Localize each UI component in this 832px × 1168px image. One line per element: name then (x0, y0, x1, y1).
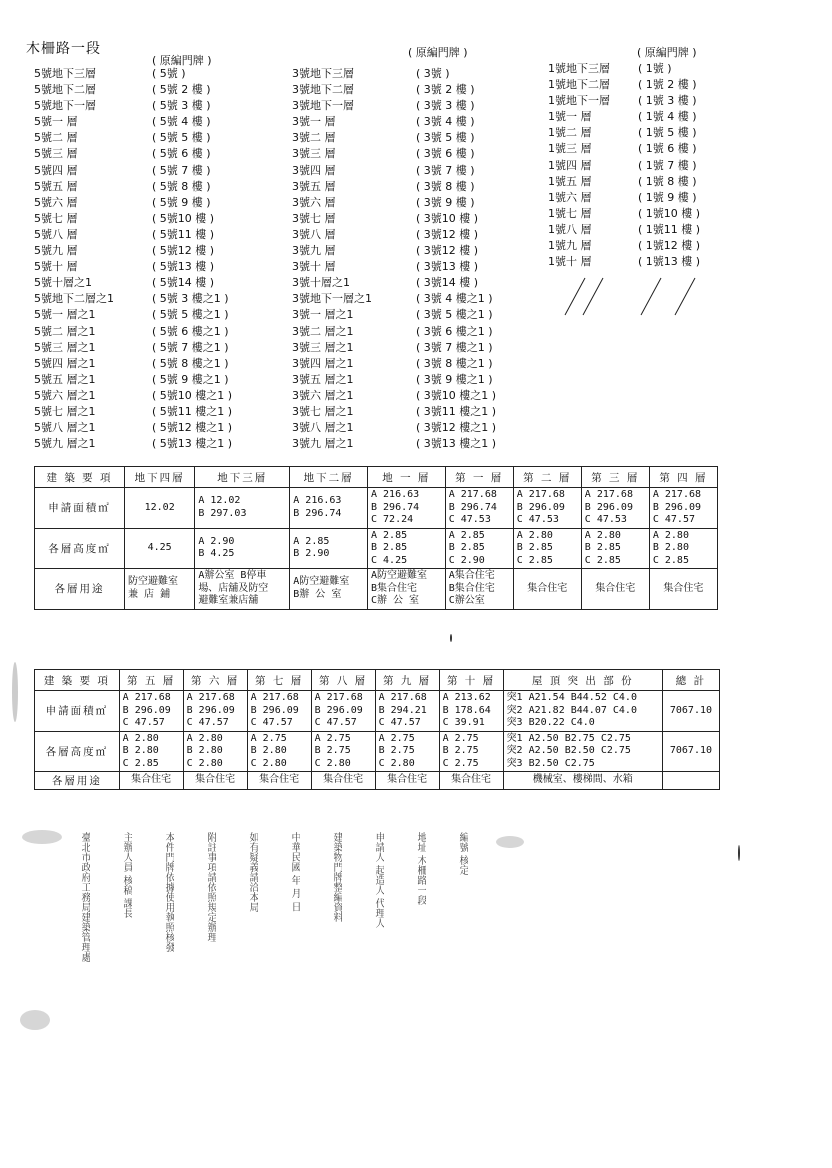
table-cell: 7067.10 (669, 704, 713, 716)
address-row (292, 356, 550, 372)
table-row (35, 731, 720, 772)
table-cell: A 2.85 B 2.85 C 2.90 (448, 529, 485, 566)
new-address: 3號十層之1 (292, 276, 350, 290)
table-header-cell: 地 一 層 (367, 467, 445, 488)
new-address: 3號地下一層之1 (292, 292, 372, 306)
address-row (292, 130, 550, 146)
new-address: 5號九 層 (34, 244, 78, 258)
table-cell: 12.02 (144, 501, 175, 513)
table-cell: A 217.68 B 296.09 C 47.53 (516, 489, 565, 525)
table-cell: A 2.80 B 2.80 C 2.80 (186, 732, 223, 769)
address-row (34, 66, 266, 82)
table-cell: A 217.68 B 296.09 C 47.57 (652, 489, 702, 525)
table-header-row (35, 670, 720, 691)
address-row (292, 420, 550, 436)
address-row (292, 404, 550, 420)
building-table-1 (34, 466, 718, 610)
table-cell: A 217.68 B 294.21 C 47.57 (378, 692, 427, 728)
address-row (34, 275, 266, 291)
table-row (35, 772, 720, 790)
new-address: 1號七 層 (548, 206, 592, 220)
new-address: 3號二 層 (292, 131, 336, 145)
table-header-cell: 地下四層 (125, 467, 195, 488)
original-address: ( 1號13 樓 ) (638, 255, 701, 269)
address-row (34, 436, 266, 452)
row-label: 各層高度㎡ (35, 528, 125, 569)
original-address: ( 5號 6 樓之1 ) (152, 324, 229, 338)
original-address: ( 3號 9 樓 ) (416, 195, 475, 209)
original-address: ( 5號10 樓 ) (152, 211, 215, 225)
address-row (292, 227, 550, 243)
original-number-header-3: ( 原編門牌 ) (637, 46, 697, 59)
stamp-note-line: 中華民國 年 月 日 (289, 832, 300, 912)
new-address: 3號四 層之1 (292, 356, 354, 370)
original-address: ( 5號12 樓 ) (152, 244, 215, 258)
original-number-header-2: ( 原編門牌 ) (408, 46, 468, 59)
address-row (34, 211, 266, 227)
table-header-cell: 建 築 要 項 (35, 670, 120, 691)
new-address: 3號四 層 (292, 163, 336, 177)
new-address: 3號地下一層 (292, 99, 354, 113)
original-address: ( 5號 3 樓之1 ) (152, 292, 229, 306)
table-cell: A辦公室 B停車 場、店舖及防空 避難室兼店舖 (198, 570, 269, 606)
table-header-cell: 第 五 層 (119, 670, 183, 691)
table-cell: 4.25 (147, 542, 172, 553)
table-header-cell: 第 六 層 (183, 670, 247, 691)
address-column-no1 (548, 61, 700, 270)
new-address: 3號九 層 (292, 244, 336, 258)
address-column-no5 (34, 66, 266, 452)
address-row (292, 211, 550, 227)
new-address: 5號二 層之1 (34, 324, 96, 338)
original-address: ( 1號 4 樓 ) (638, 110, 697, 124)
table-cell: A 217.68 B 296.09 C 47.53 (584, 489, 633, 525)
address-row (548, 109, 700, 125)
table-cell: A 2.85 B 2.85 C 4.25 (370, 529, 408, 566)
address-row (292, 436, 550, 452)
new-address: 3號九 層之1 (292, 437, 354, 451)
stamp-note-line: 編號 核定 (457, 832, 468, 876)
original-address: ( 3號 4 樓 ) (416, 115, 475, 129)
address-row (34, 340, 266, 356)
new-address: 1號地下一層 (548, 94, 610, 108)
original-address: ( 3號 7 樓之1 ) (416, 340, 493, 354)
table-header-cell: 第 一 層 (445, 467, 513, 488)
original-address: ( 5號 7 樓 ) (152, 163, 211, 177)
table-cell: 機械室、樓梯間、水箱 (532, 774, 633, 786)
address-row (548, 158, 700, 174)
address-row (34, 356, 266, 372)
table-cell: 防空避難室 兼 店 鋪 (128, 576, 179, 600)
original-address: ( 1號 6 樓 ) (638, 142, 697, 156)
row-label: 各層高度㎡ (35, 731, 120, 772)
address-row (292, 66, 550, 82)
original-address: ( 5號 8 樓 ) (152, 179, 211, 193)
new-address: 3號七 層 (292, 211, 336, 225)
address-row (292, 195, 550, 211)
scan-noise (738, 845, 740, 861)
table-cell: 突1 A21.54 B44.52 C4.0 突2 A21.82 B44.07 C4.0 突3 B20.22 C4.0 (506, 692, 637, 728)
address-row (548, 141, 700, 157)
original-address: ( 1號12 樓 ) (638, 239, 701, 253)
table-cell: A 216.63 B 296.74 C 72.24 (370, 489, 420, 525)
address-row (292, 179, 550, 195)
scan-noise (20, 1010, 50, 1030)
address-row (292, 340, 550, 356)
new-address: 3號一 層之1 (292, 308, 354, 322)
original-address: ( 5號 4 樓 ) (152, 115, 211, 129)
original-address: ( 5號 9 樓 ) (152, 195, 211, 209)
original-address: ( 5號 6 樓 ) (152, 147, 211, 161)
address-row (292, 82, 550, 98)
original-address: ( 3號10 樓 ) (416, 211, 479, 225)
stamp-note-line: 本件門牌依據使用執照核發 (163, 832, 174, 952)
original-address: ( 3號 2 樓 ) (416, 83, 475, 97)
table-header-cell: 第 三 層 (581, 467, 649, 488)
strike-marks (555, 270, 715, 320)
table-row (35, 569, 718, 610)
address-row (34, 82, 266, 98)
new-address: 5號地下二層之1 (34, 292, 114, 306)
stamp-note-line: 主辦人員 核稿 課長 (121, 832, 132, 919)
original-address: ( 5號 5 樓之1 ) (152, 308, 229, 322)
new-address: 5號十 層 (34, 260, 78, 274)
stamp-note-line: 地址 木柵路一段 (415, 832, 426, 906)
new-address: 5號三 層 (34, 147, 78, 161)
address-row (34, 259, 266, 275)
stamp-note-line: 建築物門牌整編資料 (331, 832, 342, 922)
original-address: ( 3號10 樓之1 ) (416, 388, 497, 402)
table-header-cell: 屋 頂 突 出 部 份 (503, 670, 662, 691)
original-address: ( 3號 6 樓之1 ) (416, 324, 493, 338)
address-row (34, 163, 266, 179)
new-address: 5號五 層 (34, 179, 78, 193)
new-address: 5號五 層之1 (34, 372, 96, 386)
address-row (548, 61, 700, 77)
table-cell: A 2.90 B 4.25 (198, 535, 235, 560)
table-cell: A 216.63 B 296.74 (293, 495, 342, 519)
table-header-cell: 第 七 層 (247, 670, 311, 691)
address-row (548, 93, 700, 109)
table-row (35, 691, 720, 732)
new-address: 5號七 層 (34, 211, 78, 225)
original-address: ( 3號 9 樓之1 ) (416, 372, 493, 386)
original-address: ( 3號 5 樓 ) (416, 131, 475, 145)
new-address: 5號七 層之1 (34, 404, 96, 418)
table-cell: 集合住宅 (663, 582, 704, 594)
address-row (292, 98, 550, 114)
new-address: 1號五 層 (548, 174, 592, 188)
original-address: ( 5號11 樓之1 ) (152, 404, 233, 418)
address-row (548, 174, 700, 190)
address-row (34, 227, 266, 243)
row-label: 申請面積㎡ (35, 691, 120, 732)
table-cell: 集合住宅 (131, 774, 172, 786)
table-cell: A 213.62 B 178.64 C 39.91 (442, 692, 491, 728)
new-address: 3號五 層 (292, 179, 336, 193)
address-row (34, 243, 266, 259)
address-row (292, 243, 550, 259)
table-cell: 集合住宅 (259, 774, 300, 786)
original-address: ( 3號 6 樓 ) (416, 147, 475, 161)
address-row (292, 163, 550, 179)
table-row (35, 488, 718, 529)
original-address: ( 3號 8 樓 ) (416, 179, 475, 193)
address-row (548, 206, 700, 222)
table-cell: A 217.68 B 296.09 C 47.57 (186, 692, 235, 728)
original-address: ( 3號 7 樓 ) (416, 163, 475, 177)
original-address: ( 1號10 樓 ) (638, 206, 701, 220)
new-address: 1號九 層 (548, 239, 592, 253)
original-address: ( 5號13 樓之1 ) (152, 437, 233, 451)
table-header-cell: 建 築 要 項 (35, 467, 125, 488)
table-header-cell: 第 九 層 (375, 670, 439, 691)
stamp-note-line: 臺北市政府工務局建築管理處 (79, 832, 90, 962)
original-address: ( 3號 4 樓之1 ) (416, 292, 493, 306)
table-cell: A 2.85 B 2.90 (293, 535, 330, 560)
original-address: ( 3號12 樓之1 ) (416, 421, 497, 435)
new-address: 1號十 層 (548, 255, 592, 269)
table-cell: A 217.68 B 296.09 C 47.57 (250, 692, 299, 728)
new-address: 3號一 層 (292, 115, 336, 129)
address-row (34, 291, 266, 307)
table-header-cell: 第 十 層 (439, 670, 503, 691)
table-cell: A 2.75 B 2.75 C 2.75 (442, 732, 479, 769)
address-row (34, 114, 266, 130)
new-address: 5號六 層 (34, 195, 78, 209)
table-row (35, 528, 718, 569)
new-address: 3號八 層之1 (292, 421, 354, 435)
table-cell: A 217.68 B 296.09 C 47.57 (122, 692, 171, 728)
address-row (548, 190, 700, 206)
new-address: 1號地下三層 (548, 62, 610, 75)
new-address: 5號八 層 (34, 227, 78, 241)
stamp-note-line: 附註事項請依照規定辦理 (205, 832, 216, 942)
address-row (292, 114, 550, 130)
address-row (548, 125, 700, 141)
original-address: ( 5號11 樓 ) (152, 227, 215, 241)
table-cell: A 12.02 B 297.03 (198, 495, 247, 519)
address-row (292, 388, 550, 404)
new-address: 1號六 層 (548, 190, 592, 204)
table-header-cell: 第 二 層 (513, 467, 581, 488)
new-address: 5號一 層 (34, 115, 78, 129)
stamp-note-line: 申請人 起造人 代理人 (373, 832, 384, 929)
address-row (548, 238, 700, 254)
new-address: 5號地下一層 (34, 99, 96, 113)
new-address: 5號一 層之1 (34, 308, 96, 322)
original-address: ( 3號 3 樓 ) (416, 99, 475, 113)
original-address: ( 5號 ) (152, 67, 186, 80)
new-address: 5號二 層 (34, 131, 78, 145)
original-address: ( 5號 9 樓之1 ) (152, 372, 229, 386)
address-row (34, 146, 266, 162)
table-cell: A 217.68 B 296.09 C 47.57 (314, 692, 363, 728)
table-cell: 集合住宅 (451, 774, 492, 786)
table-cell: A 2.75 B 2.75 C 2.80 (378, 732, 415, 769)
address-row (34, 179, 266, 195)
address-row (292, 275, 550, 291)
original-address: ( 3號 8 樓之1 ) (416, 356, 493, 370)
table-cell: A 2.75 B 2.75 C 2.80 (314, 732, 351, 769)
new-address: 1號地下二層 (548, 78, 610, 92)
address-row (34, 388, 266, 404)
table-cell: A 2.80 B 2.85 C 2.85 (516, 529, 553, 566)
address-row (548, 77, 700, 93)
table-cell: A防空避難室 B辦 公 室 (293, 576, 350, 600)
new-address: 3號六 層 (292, 195, 336, 209)
row-label: 申請面積㎡ (35, 488, 125, 529)
original-address: ( 5號14 樓 ) (152, 276, 215, 290)
address-row (292, 146, 550, 162)
address-row (34, 98, 266, 114)
address-row (292, 324, 550, 340)
table-header-cell: 地下三層 (195, 467, 290, 488)
new-address: 1號八 層 (548, 222, 592, 236)
new-address: 3號七 層之1 (292, 404, 354, 418)
table-cell: A 2.80 B 2.85 C 2.85 (584, 529, 621, 566)
scan-noise (450, 634, 452, 642)
row-label: 各層用途 (35, 772, 120, 790)
new-address: 3號三 層之1 (292, 340, 354, 354)
table-cell: 集合住宅 (595, 582, 636, 594)
original-address: ( 5號10 樓之1 ) (152, 388, 233, 402)
address-row (34, 372, 266, 388)
building-table-2 (34, 669, 720, 790)
new-address: 5號四 層 (34, 163, 78, 177)
row-label: 各層用途 (35, 569, 125, 610)
address-row (292, 307, 550, 323)
new-address: 3號地下三層 (292, 67, 354, 80)
address-row (292, 291, 550, 307)
original-address: ( 1號 2 樓 ) (638, 78, 697, 92)
address-row (292, 372, 550, 388)
original-address: ( 1號 8 樓 ) (638, 174, 697, 188)
table-cell: 集合住宅 (195, 774, 236, 786)
table-header-row (35, 467, 718, 488)
original-address: ( 1號 ) (638, 62, 672, 75)
address-row (292, 259, 550, 275)
table-header-cell: 第 四 層 (649, 467, 717, 488)
table-cell: 突1 A2.50 B2.75 C2.75 突2 A2.50 B2.50 C2.75 突3 B2.50 C2.75 (506, 732, 631, 769)
scan-noise (22, 830, 62, 844)
new-address: 1號二 層 (548, 126, 592, 140)
table-cell: 7067.10 (669, 745, 713, 756)
table-cell: A防空避難室 B集合住宅 C辦 公 室 (370, 570, 428, 606)
original-address: ( 5號 7 樓之1 ) (152, 340, 229, 354)
new-address: 5號九 層之1 (34, 437, 96, 451)
stamp-note-line: 如有疑義請洽本局 (247, 832, 258, 912)
table-header-cell: 地下二層 (290, 467, 368, 488)
new-address: 5號地下二層 (34, 83, 96, 97)
original-address: ( 5號12 樓之1 ) (152, 421, 233, 435)
table-cell: 集合住宅 (527, 582, 568, 594)
table-cell: A 2.75 B 2.80 C 2.80 (250, 732, 287, 769)
original-address: ( 1號 9 樓 ) (638, 190, 697, 204)
address-row (34, 420, 266, 436)
new-address: 3號三 層 (292, 147, 336, 161)
original-address: ( 3號12 樓 ) (416, 244, 479, 258)
original-address: ( 1號 7 樓 ) (638, 158, 697, 172)
new-address: 1號四 層 (548, 158, 592, 172)
table-cell: A集合住宅 B集合住宅 C辦公室 (448, 570, 495, 606)
original-address: ( 1號 5 樓 ) (638, 126, 697, 140)
original-number-header-1: ( 原編門牌 ) (152, 54, 212, 67)
original-address: ( 3號 5 樓之1 ) (416, 308, 493, 322)
table-cell: 集合住宅 (387, 774, 428, 786)
original-address: ( 5號 2 樓 ) (152, 83, 211, 97)
scan-noise (496, 836, 524, 848)
address-row (548, 222, 700, 238)
address-column-no3 (292, 66, 550, 452)
address-row (34, 130, 266, 146)
new-address: 3號八 層 (292, 227, 336, 241)
new-address: 3號地下二層 (292, 83, 354, 97)
address-row (34, 307, 266, 323)
new-address: 3號二 層之1 (292, 324, 354, 338)
original-address: ( 5號 5 樓 ) (152, 131, 211, 145)
table-header-cell: 第 八 層 (311, 670, 375, 691)
table-cell: 集合住宅 (323, 774, 364, 786)
new-address: 5號十層之1 (34, 276, 92, 290)
new-address: 1號一 層 (548, 110, 592, 124)
original-address: ( 5號 8 樓之1 ) (152, 356, 229, 370)
table-cell: A 217.68 B 296.74 C 47.53 (448, 489, 497, 525)
new-address: 3號十 層 (292, 260, 336, 274)
original-address: ( 3號13 樓之1 ) (416, 437, 497, 451)
new-address: 5號三 層之1 (34, 340, 96, 354)
original-address: ( 3號11 樓之1 ) (416, 404, 497, 418)
address-row (548, 254, 700, 270)
stamp-notes-area (70, 832, 510, 1054)
new-address: 3號六 層之1 (292, 388, 354, 402)
address-row (34, 404, 266, 420)
new-address: 5號六 層之1 (34, 388, 96, 402)
original-address: ( 5號 3 樓 ) (152, 99, 211, 113)
road-title: 木柵路一段 (26, 41, 101, 57)
new-address: 5號四 層之1 (34, 356, 96, 370)
table-cell: A 2.80 B 2.80 C 2.85 (122, 732, 159, 769)
table-header-cell: 總 計 (662, 670, 719, 691)
original-address: ( 1號11 樓 ) (638, 222, 701, 236)
scan-noise (12, 662, 18, 722)
original-address: ( 3號 ) (416, 67, 450, 80)
original-address: ( 3號14 樓 ) (416, 276, 479, 290)
original-address: ( 5號13 樓 ) (152, 260, 215, 274)
address-row (34, 195, 266, 211)
original-address: ( 1號 3 樓 ) (638, 94, 697, 108)
original-address: ( 3號12 樓 ) (416, 227, 479, 241)
address-row (34, 324, 266, 340)
new-address: 5號八 層之1 (34, 421, 96, 435)
new-address: 3號五 層之1 (292, 372, 354, 386)
original-address: ( 3號13 樓 ) (416, 260, 479, 274)
new-address: 5號地下三層 (34, 67, 96, 80)
new-address: 1號三 層 (548, 142, 592, 156)
table-cell: A 2.80 B 2.80 C 2.85 (652, 529, 689, 566)
